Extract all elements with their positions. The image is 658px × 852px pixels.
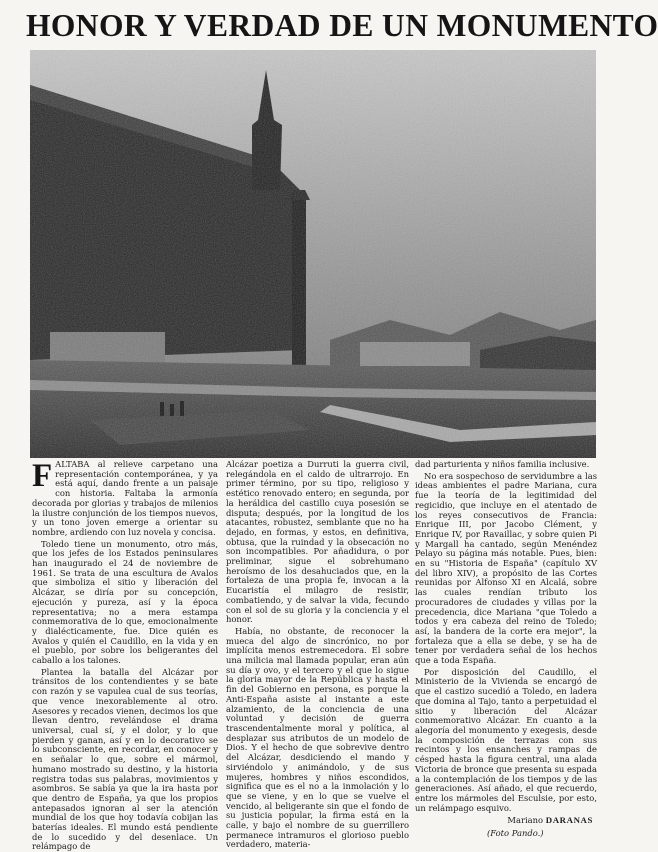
author-signature — [415, 816, 597, 826]
headline: HONOR Y VERDAD DE UN MONUMENTO — [26, 8, 658, 43]
photo-credit: (Foto Pando.) — [487, 828, 544, 839]
monument-photo-illustration — [30, 50, 596, 458]
author-name: DARANAS — [545, 815, 593, 826]
paragraph — [32, 460, 218, 538]
paragraph: dad parturienta y niños familia inclusive. — [415, 459, 590, 469]
paragraph: Por disposición del Caudillo, el Ministerio de la Vivienda se encargó de que el castizo sucedió a Toledo, en ladera que domina al Tajo, tanto a perpetuidad el sitio y liberación del Alcázar conmemorativo Alcázar. En cuanto a la alegoría del monumento y exegesis, desde la composición de terrazas con sus recintos y los ensanches y rampas de césped hasta la figura central, una alada Victoria de bronce que presenta su espada a la contemplación de los tiempos y de las generaciones. Así añado, el que recuerdo, entre los mármoles del Esculsie, por esto, un relámpago esquivo. — [415, 666, 597, 813]
dropcap: F — [32, 458, 53, 494]
paragraph: No era sospechoso de servidumbre a las ideas ambientes el padre Mariana, cura fue la teoría de la legitimidad del regicidio, que incluye en el atentado de los reyes consecutivos de Francia: Enrique III, por Jacobo Clément, y Enrique IV, por Ravaillac, y sobre quien Pi y Margall ha cantado, según Menéndez Pelayo su página más notable. Pues, bien: en su "Historia de España" (capítulo XV del libro XIV), a propósito de las Cortes reunidas por Alfonso XI en Alcalá, sobre las cuales rendían tributo los procuradores de ciudades y villas por la precedencia, dice Mariana "que Toledo a todos y era cabeza del reino de Toledo; así, la bandera de la corte era mejor", la fortaleza que a ella se debe, y se ha de tener por verdadera señal de los hechos que a toda España. — [415, 470, 597, 666]
article-column-3 — [415, 460, 597, 837]
monument-photo — [30, 50, 596, 458]
paragraph-text: ALTABA al relieve carpetano una representación contemporánea, y ya está aquí, dando frente a un paisaje con historia. Faltaba la armonía decorada por glorias y trabajos de milenios la ilustre conjunción de los tiempos nuevos, y un tono joven emerge a orientar su nombre, ardiendo con luz novela y concisa. — [32, 459, 218, 537]
paragraph: Había, no obstante, de reconocer la mueca del algo de sincrónico, no por implícita menos estremecedora. El sobre una milicia mal llamada popular, eran aún su día y ovo, y el tercero y el que lo sigue la gloria mayor de la República y hasta el fin del Gobierno en persona, es porque la Anti-España asiste al instante a este alzamiento, de la conciencia de una voluntad y decisión de guerra trascendentalmente moral y política, al desplazar sus atributos de un modelo de Dios. Y el hecho de que sobrevive dentro del Alcázar, desdiciendo el mando y sirviéndolo y animándolo, y de sus mujeres, hombres y niños escondidos, significa que es el no a la inmolación y lo que se viene, y en lo que se vuelve el vencido, al beligerante sin que el fondo de su justicia popular, la firma está en la calle, y bajo el nombre de su guerrillero permanece intramuros el glorioso pueblo verdadero, materia- — [226, 625, 409, 850]
paragraph: Alcázar poetiza a Durruti la guerra civil, relegándola en el caldo de ultrarrojo. En primer término, por su tipo, religioso y estético renovado entero; en segunda, por la heráldica del castillo cuya posesión se disputa; después, por la longitud de los atacantes, robustez, semblante que no ha dejado, en formas, y estos, en definitiva, obtusa, que la ruindad y la obsecación no son incompatibles. Por añadidura, o por preliminar, sigue el sobrehumano heroísmo de los desahuciados que, en la fortaleza de una propia fe, invocan a la Eucaristía el milagro de resistir, combatiendo, y de salvar la vida, fecundo con el sol de su gloria y la conciencia y el honor. — [226, 459, 409, 625]
paragraph: Plantea la batalla del Alcázar por tránsitos de los contendientes y se bate con razón y se vapulea cual de sus teorías, que vence inexorablemente al otro. Asesores y recados vienen, decimos los que llevan dentro, revelándose el drama universal, cual sí, y el dolor, y lo que pierden y ganan, así y en lo decorativo se lo subconsciente, en recordar, en conocer y en señalar lo que, sobre el mármol, humano mostrado su destino, y la historia registra todas sus palabras, movimientos y asombros. Se sabía ya que la ira hasta por que dentro de España, ya que los propios antepasados ignoran al ser la atención mundial de los que hoy todavía cobijan las baterías ideales. El mundo está pendiente de lo sucedido y del desenlace. Un relámpago de — [32, 666, 218, 852]
author-label: Mariano — [507, 815, 544, 826]
paragraph: Toledo tiene un monumento, otro más, que los jefes de los Estados peninsulares han inaugurado el 24 de noviembre de 1961. Se trata de una escultura de Avalos que simboliza el sitio y liberación del Alcázar, se diría por su concepción, ejecución y pureza, así y la época representativa; no a mera estampa conmemorativa de lo que, emocionalmente y dialécticamente, fue. Dice quién es Avalos y quién el Caudillo, en la vida y en el pueblo, por sobre los beligerantes del caballo a los talones. — [32, 538, 218, 666]
article-column-2 — [226, 459, 409, 850]
article-column-1 — [32, 458, 218, 852]
